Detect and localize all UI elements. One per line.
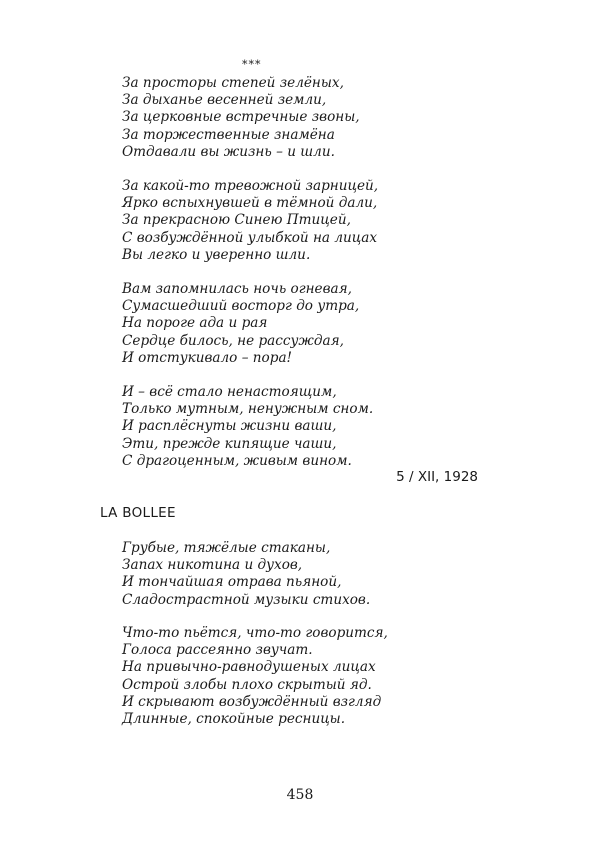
poem1-stanza-4 xyxy=(122,384,373,470)
verse-line: Эти, прежде кипящие чаши, xyxy=(122,435,337,452)
verse-line: С возбуждённой улыбкой на лицах xyxy=(122,229,378,246)
poem1-stanza-2 xyxy=(122,178,378,264)
verse-line: Ярко вспыхнувшей в тёмной дали, xyxy=(122,195,378,212)
verse-line: За прекрасною Синею Птицей, xyxy=(122,212,351,229)
poem-title: LA BOLLEE xyxy=(100,505,176,521)
page-number: 458 xyxy=(286,787,314,803)
poem2-stanza-2 xyxy=(122,625,388,728)
verse-line: Что-то пьётся, что-то говорится, xyxy=(122,625,388,641)
verse-line: За торжественные знамёна xyxy=(122,126,335,143)
verse-line: И расплёснуты жизни ваши, xyxy=(122,418,337,435)
verse-line: Вам запомнилась ночь огневая, xyxy=(122,281,352,297)
poem-date: 5 / XII, 1928 xyxy=(396,469,478,485)
verse-line: И – всё стало ненастоящим, xyxy=(122,384,337,400)
verse-line: Вы легко и уверенно шли. xyxy=(122,246,311,263)
verse-line: На привычно-равнодушеных лицах xyxy=(122,659,376,676)
verse-line: За дыханье весенней земли, xyxy=(122,92,327,109)
verse-line: Грубые, тяжёлые стаканы, xyxy=(122,540,331,556)
poem1-stanza-3 xyxy=(122,281,359,367)
verse-line: На пороге ада и рая xyxy=(122,315,268,332)
poem1-stanza-1 xyxy=(122,75,360,161)
verse-line: Сладострастной музыки стихов. xyxy=(122,591,371,608)
poem2-stanza-1 xyxy=(122,540,370,609)
verse-line: За церковные встречные звоны, xyxy=(122,109,360,126)
verse-line: Отдавали вы жизнь – и шли. xyxy=(122,143,335,160)
verse-line: С драгоценным, живым вином. xyxy=(122,452,352,469)
verse-line: Сердце билось, не рассуждая, xyxy=(122,332,344,349)
verse-line: И тончайшая отрава пьяной, xyxy=(122,574,342,591)
verse-line: И отстукивало – пора! xyxy=(122,349,293,366)
verse-line: И скрывают возбуждённый взгляд xyxy=(122,693,382,710)
verse-line: Запах никотина и духов, xyxy=(122,557,303,574)
verse-line: За просторы степей зелёных, xyxy=(122,75,344,91)
verse-line: Длинные, спокойные ресницы. xyxy=(122,711,346,728)
section-separator: *** xyxy=(242,58,262,71)
verse-line: Острой злобы плохо скрытый яд. xyxy=(122,676,372,693)
verse-line: За какой-то тревожной зарницей, xyxy=(122,178,379,194)
verse-line: Сумасшедший восторг до утра, xyxy=(122,298,360,315)
verse-line: Только мутным, ненужным сном. xyxy=(122,401,374,418)
verse-line: Голоса рассеянно звучат. xyxy=(122,642,313,659)
